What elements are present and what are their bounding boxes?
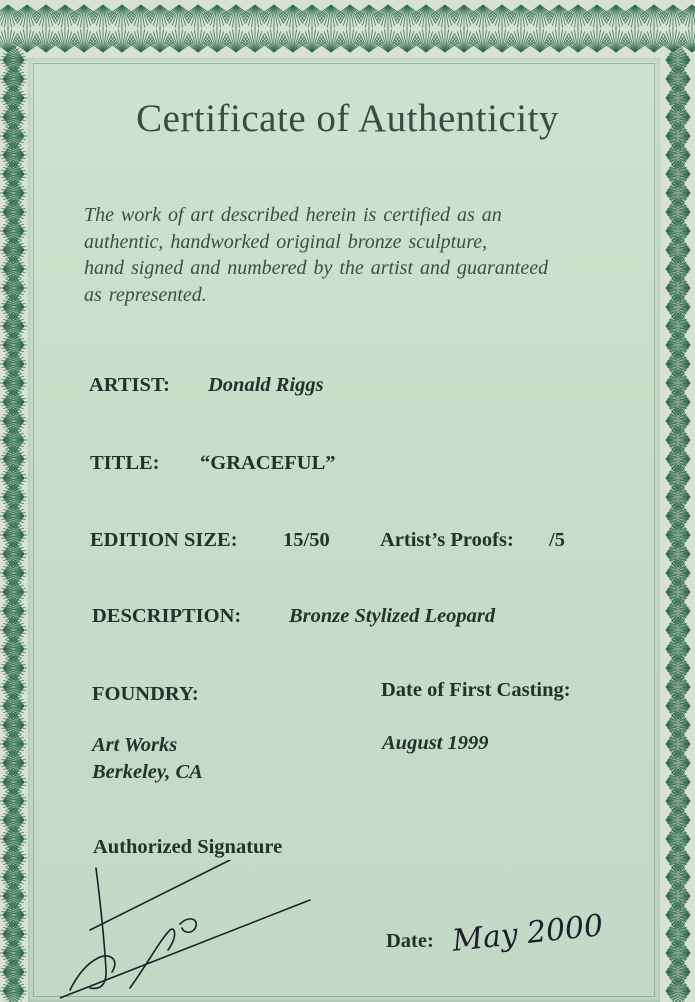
statement-line: authentic, handworked original bronze sculpture, bbox=[84, 230, 488, 253]
foundry-name: Art Works bbox=[92, 734, 178, 756]
edition-size-value: 15/50 bbox=[283, 529, 330, 551]
certificate-title: Certificate of Authenticity bbox=[136, 97, 559, 140]
first-casting-value: August 1999 bbox=[382, 732, 489, 754]
date-value: May 2000 bbox=[450, 908, 605, 959]
artist-proofs-label: Artist’s Proofs: bbox=[380, 529, 514, 551]
title-label: TITLE: bbox=[90, 452, 160, 474]
description-label: DESCRIPTION: bbox=[92, 605, 242, 627]
statement-line: as represented. bbox=[84, 283, 207, 306]
edition-size-label: EDITION SIZE: bbox=[90, 529, 238, 551]
date-label: Date: bbox=[386, 930, 434, 952]
statement-line: The work of art described herein is certified as an bbox=[84, 204, 502, 226]
statement-line: hand signed and numbered by the artist and guaranteed bbox=[84, 257, 549, 279]
foundry-label: FOUNDRY: bbox=[92, 683, 199, 705]
artist-label: ARTIST: bbox=[89, 374, 170, 396]
authorized-signature-label: Authorized Signature bbox=[93, 836, 283, 858]
handwritten-signature bbox=[60, 860, 380, 1002]
first-casting-label: Date of First Casting: bbox=[381, 679, 571, 701]
foundry-location: Berkeley, CA bbox=[92, 761, 203, 783]
certification-statement bbox=[84, 202, 664, 308]
title-value: “GRACEFUL” bbox=[200, 452, 336, 474]
artist-value: Donald Riggs bbox=[208, 374, 324, 396]
description-value: Bronze Stylized Leopard bbox=[289, 605, 496, 627]
artist-proofs-value: /5 bbox=[549, 529, 565, 551]
